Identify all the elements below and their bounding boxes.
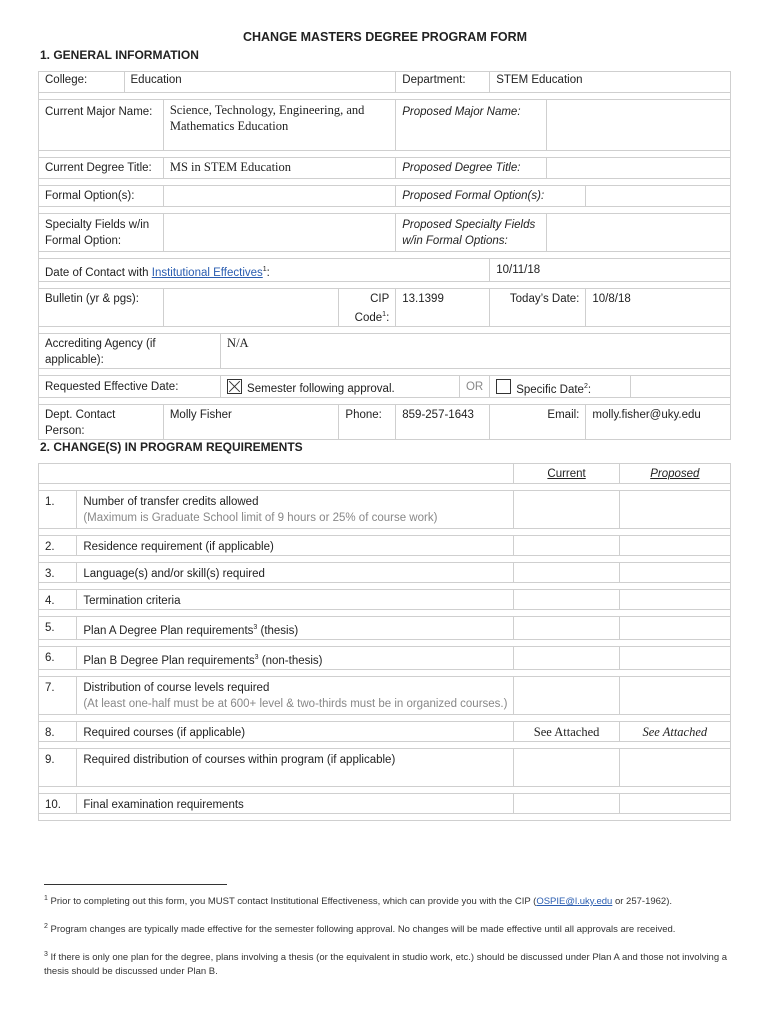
college-label: College: [39,72,125,93]
accrediting-agency-value[interactable]: N/A [221,333,731,368]
department-label: Department: [396,72,490,93]
requirement-proposed-cell[interactable] [619,748,730,786]
requirement-proposed-cell[interactable] [619,491,730,529]
requirement-number: 1. [39,491,77,529]
requirement-number: 2. [39,536,77,556]
requirement-proposed-cell[interactable] [619,617,730,640]
phone-label: Phone: [339,405,396,440]
cip-code-text: CIP Code [354,292,390,324]
footnote-3 [44,948,734,979]
specialty-fields-value[interactable] [163,214,395,252]
footnote-ref-3: 3 [254,653,259,661]
requirement-text: Required courses (if applicable) [83,726,246,739]
email-label: Email: [490,405,586,440]
cip-code-value[interactable]: 13.1399 [396,288,490,326]
institutional-effectiveness-link[interactable]: Institutional Effectives [151,266,263,279]
specific-date-value[interactable] [631,375,731,398]
cip-code-colon: : [386,311,390,324]
requirement-description [77,536,514,556]
footnote-1-number: 1 [44,895,48,902]
requirement-description [77,617,514,640]
requirement-text: Residence requirement (if applicable) [83,541,274,553]
proposed-column-header: Proposed [619,464,730,484]
requirement-description [77,563,514,583]
requirement-text-after: (non-thesis) [258,654,323,667]
current-major-label: Current Major Name: [39,100,164,151]
current-degree-value[interactable]: MS in STEM Education [163,158,395,179]
requirement-current-cell[interactable] [514,590,619,610]
requirement-text: Required distribution of courses within program (if applicable) [83,753,396,766]
dept-contact-label: Dept. Contact Person: [39,405,164,440]
requirement-description [77,590,514,610]
requirement-note: (Maximum is Graduate School limit of 9 hours or 25% of course work) [83,512,438,524]
cip-code-label [339,288,396,326]
requirement-text: Plan A Degree Plan requirements [83,624,254,637]
requirement-row [39,536,731,556]
requirement-current-cell[interactable] [514,491,619,529]
requirement-number: 10. [39,793,77,813]
formal-option-label: Formal Option(s): [39,186,164,207]
requirement-row [39,590,731,610]
requirement-current-cell[interactable] [514,563,619,583]
requirement-number: 3. [39,563,77,583]
requirement-description [77,721,514,741]
requirement-row [39,721,731,741]
requirement-row [39,793,731,813]
college-value[interactable]: Education [124,72,396,93]
section-changes-heading: 2. CHANGE(S) IN PROGRAM REQUIREMENTS [40,440,303,454]
requirement-current-cell[interactable] [514,646,619,669]
requirement-number: 8. [39,721,77,741]
requirement-number: 7. [39,676,77,714]
general-info-table [38,71,731,440]
requirement-text-after: (thesis) [257,624,299,637]
requirement-description [77,646,514,669]
todays-date-value[interactable]: 10/8/18 [586,288,731,326]
requirement-proposed-cell[interactable]: See Attached [619,721,730,741]
requirement-row [39,646,731,669]
contact-date-colon: : [266,266,270,279]
requirement-current-cell[interactable] [514,748,619,786]
requirement-row [39,563,731,583]
requirement-text: Plan B Degree Plan requirements [83,654,255,667]
specific-date-colon: : [587,383,592,396]
requirement-text: Final examination requirements [83,798,244,811]
bulletin-label: Bulletin (yr & pgs): [39,288,164,326]
proposed-formal-option-value[interactable] [586,186,731,207]
footnote-ref-1: 1 [262,266,267,273]
requirement-proposed-cell[interactable] [619,676,730,714]
proposed-major-label: Proposed Major Name: [396,100,546,151]
section-general-heading: 1. GENERAL INFORMATION [40,48,199,62]
effective-date-label: Requested Effective Date: [39,375,221,398]
form-title: CHANGE MASTERS DEGREE PROGRAM FORM [242,30,528,44]
footnote-ref-cip: 1 [382,310,387,318]
requirement-number: 6. [39,646,77,669]
requirement-description [77,793,514,813]
requirement-current-cell[interactable] [514,536,619,556]
footnote-2 [44,920,734,937]
requirement-current-cell[interactable] [514,793,619,813]
phone-value[interactable]: 859-257-1643 [396,405,490,440]
footnote-3-text: If there is only one plan for the degree, plans involving a thesis (or the equivalent in studio work, etc.) should be discussed under Plan A and those not involving a thesis should be discussed under Plan B. [44,952,728,978]
email-value[interactable]: molly.fisher@uky.edu [586,405,731,440]
footnote-ref-3: 3 [253,624,258,631]
dept-contact-value[interactable]: Molly Fisher [163,405,339,440]
requirement-proposed-cell[interactable] [619,590,730,610]
requirement-note: (At least one-half must be at 600+ level & two-thirds must be in organized courses.) [83,697,508,710]
current-degree-label: Current Degree Title: [39,158,164,179]
contact-date-prefix: Date of Contact with [45,266,152,279]
effective-or-label: OR [459,375,489,398]
footnote-divider [44,884,227,885]
checked-box-icon[interactable] [227,379,242,394]
effective-specific-option[interactable] [490,375,631,398]
department-value[interactable]: STEM Education [490,72,731,93]
accrediting-agency-label: Accrediting Agency (if applicable): [39,333,221,368]
proposed-specialty-fields-label: Proposed Specialty Fields w/in Formal Options: [396,214,546,252]
proposed-degree-label: Proposed Degree Title: [396,158,546,179]
requirement-description [77,676,514,714]
specific-date-text: Specific Date [516,383,584,396]
requirement-row [39,617,731,640]
current-major-value[interactable]: Science, Technology, Engineering, and Mathematics Education [163,100,395,151]
requirement-row [39,491,731,529]
requirement-description [77,491,514,529]
current-column-header: Current [514,464,619,484]
requirement-proposed-cell[interactable] [619,646,730,669]
proposed-degree-value[interactable] [546,158,730,179]
requirement-number: 9. [39,748,77,786]
footnote-2-number: 2 [44,923,48,930]
ospie-email-link[interactable]: OSPIE@l.uky.edu [536,896,613,908]
footnote-1 [44,892,734,909]
footnote-2-text: Program changes are typically made effective for the semester following approval. No changes will be made effective until all approvals are received. [47,924,676,936]
footnote-3-number: 3 [44,951,48,958]
unchecked-box-icon[interactable] [496,379,511,394]
requirement-text: Termination criteria [83,595,181,607]
requirement-number: 4. [39,590,77,610]
footnote-ref-2: 2 [583,382,588,390]
requirement-row [39,748,731,786]
proposed-major-value[interactable] [546,100,730,151]
formal-option-value[interactable] [163,186,395,207]
footnote-1-text: Prior to completing out this form, you MUST contact Institutional Effectiveness, which can provide you with the CIP ( [47,896,537,908]
requirement-proposed-cell[interactable] [619,563,730,583]
requirement-row [39,676,731,714]
requirement-text: Distribution of course levels required [83,681,270,694]
requirement-current-cell[interactable] [514,676,619,714]
proposed-formal-option-label: Proposed Formal Option(s): [396,186,586,207]
requirement-proposed-cell[interactable] [619,793,730,813]
requirement-current-cell[interactable]: See Attached [514,721,619,741]
requirement-proposed-cell[interactable] [619,536,730,556]
contact-date-value[interactable]: 10/11/18 [490,259,731,282]
requirement-description [77,748,514,786]
requirement-number: 5. [39,617,77,640]
requirement-current-cell[interactable] [514,617,619,640]
requirements-table [38,463,731,821]
bulletin-value[interactable] [163,288,339,326]
contact-date-label [39,259,490,282]
effective-semester-option[interactable] [221,375,460,398]
todays-date-label: Today’s Date: [490,288,586,326]
requirement-text: Number of transfer credits allowed [83,496,259,508]
requirement-text: Language(s) and/or skill(s) required [83,568,265,580]
effective-semester-text: Semester following approval. [247,382,395,395]
proposed-specialty-fields-value[interactable] [546,214,730,252]
footnote-1-end: or 257-1962). [612,896,673,908]
specialty-fields-label: Specialty Fields w/in Formal Option: [39,214,164,252]
